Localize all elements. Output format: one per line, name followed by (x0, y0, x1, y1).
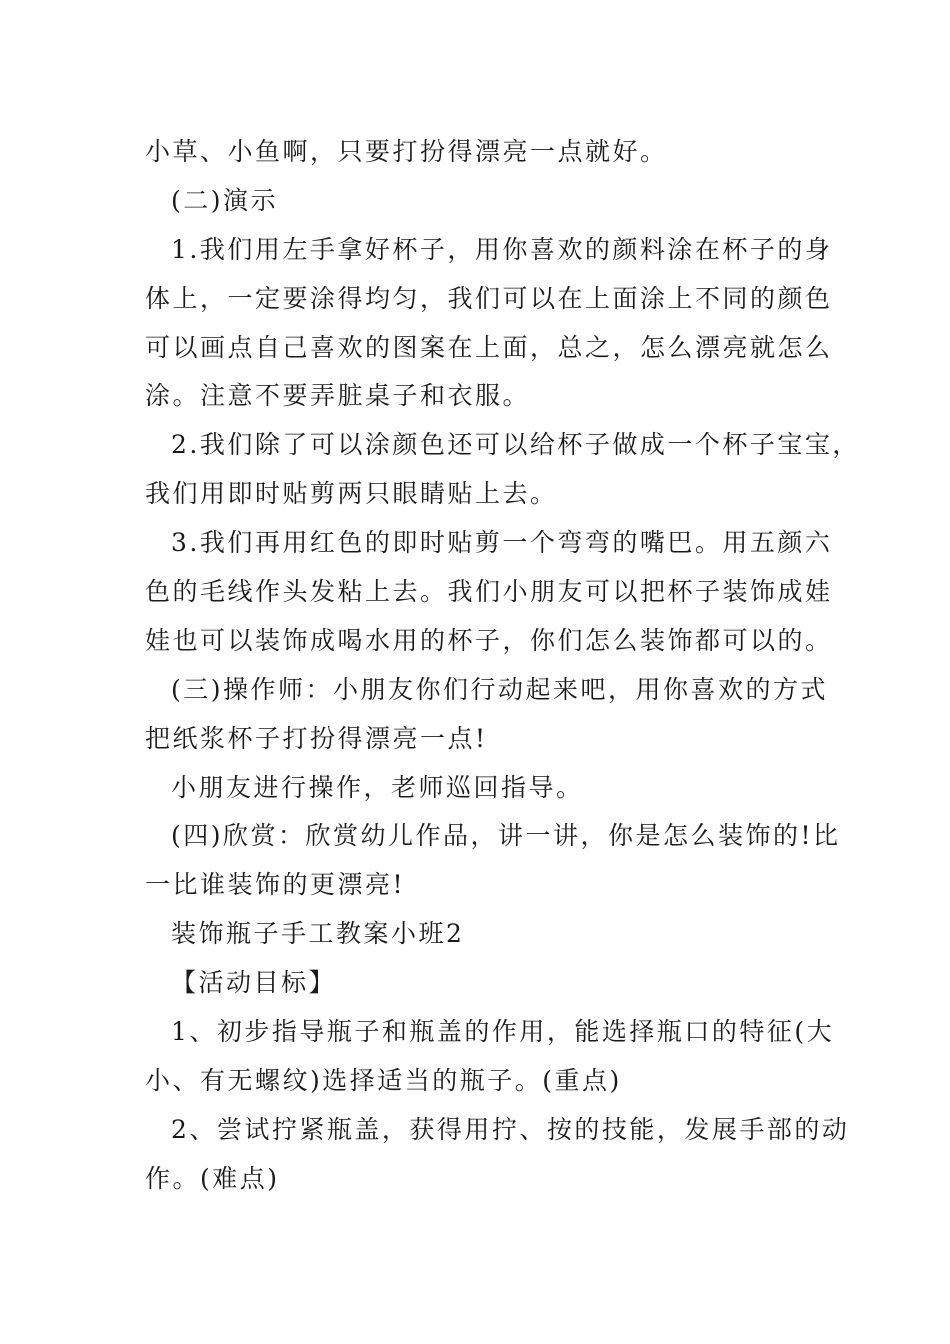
text-line: 2.我们除了可以涂颜色还可以给杯子做成一个杯子宝宝， (171, 430, 860, 460)
text-line: 小草、小鱼啊，只要打扮得漂亮一点就好。 (145, 137, 668, 166)
text-line: 小朋友进行操作，老师巡回指导。 (171, 772, 584, 802)
text-line: 涂。注意不要弄脏桌子和衣服。 (145, 381, 531, 411)
text-line: 色的毛线作头发粘上去。我们小朋友可以把杯子装饰成娃 (145, 577, 833, 607)
section-title: 装饰瓶子手工教案小班2 (171, 919, 465, 949)
text-line: 一比谁装饰的更漂亮! (145, 870, 406, 900)
text-line: 我们用即时贴剪两只眼睛贴上去。 (145, 479, 558, 509)
text-line: 3.我们再用红色的即时贴剪一个弯弯的嘴巴。用五颜六 (171, 528, 833, 558)
document-body (145, 128, 860, 1204)
text-line: 1、初步指导瓶子和瓶盖的作用，能选择瓶口的特征(大 (171, 1017, 835, 1047)
text-line: (三)操作师：小朋友你们行动起来吧，用你喜欢的方式 (171, 674, 829, 704)
text-line: 把纸浆杯子打扮得漂亮一点! (145, 723, 488, 753)
section-heading: 【活动目标】 (171, 968, 337, 998)
text-line: 可以画点自己喜欢的图案在上面，总之，怎么漂亮就怎么 (145, 332, 833, 362)
text-line: 2、尝试拧紧瓶盖，获得用拧、按的技能，发展手部的动 (171, 1114, 850, 1144)
text-line: (四)欣赏：欣赏幼儿作品，讲一讲，你是怎么装饰的!比 (171, 821, 841, 851)
text-line: 娃也可以装饰成喝水用的杯子，你们怎么装饰都可以的。 (145, 625, 833, 655)
text-line: 作。(难点) (145, 1163, 280, 1193)
text-line: (二)演示 (171, 185, 279, 215)
text-line: 小、有无螺纹)选择适当的瓶子。(重点) (145, 1065, 622, 1095)
text-line: 体上，一定要涂得均匀，我们可以在上面涂上不同的颜色 (145, 283, 833, 313)
text-line: 1.我们用左手拿好杯子，用你喜欢的颜料涂在杯子的身 (171, 234, 833, 264)
